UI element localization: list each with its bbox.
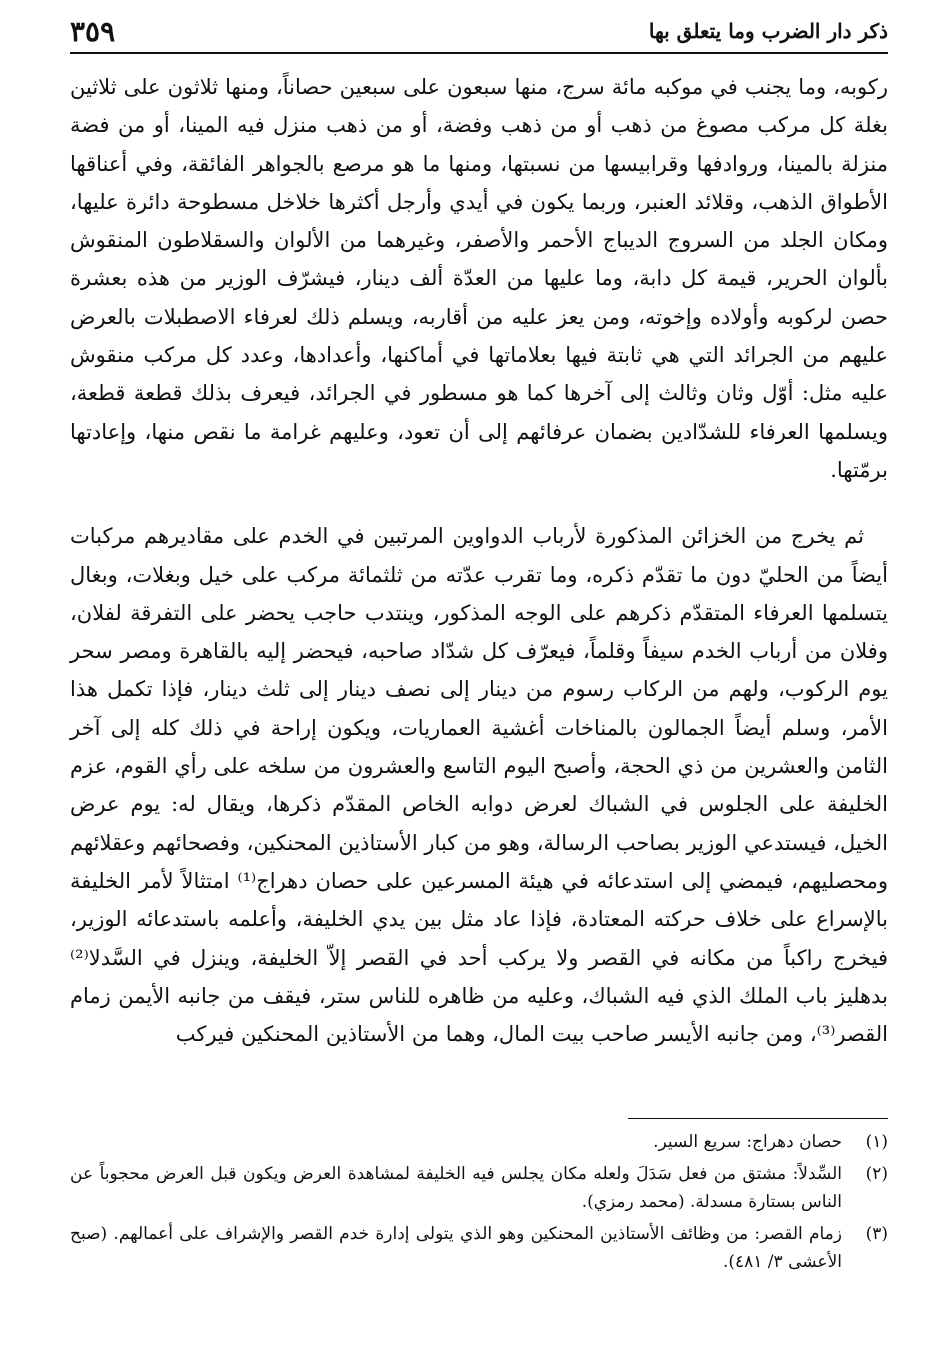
footnote-3 (70, 1220, 888, 1276)
paragraph-1: ركوبه، وما يجنب في موكبه مائة سرج، منها سبعون على سبعين حصاناً، ومنها ثلاثون على ثلاثين بغلة كل مركب مصوغ من ذهب أو من ذهب وفضة، أو من ذهب منزل فيه المينا، أو من فضة منزلة بالمينا، وروادفها وقرابيسها من نسبتها، ومنها ما هو مرصع بالجواهر الفائقة، وفي أعناقها الأطواق الذهب، وقلائد العنبر، وربما يكون في أيدي وأرجل أكثرها خلاخل مسطوحة دائرة عليها، ومكان الجلد من السروج الديباج الأحمر والأصفر، وغيرهما من الألوان والسقلاطون المنقوش بألوان الحرير، قيمة كل دابة، وما عليها من العدّة ألف دينار، فيشرّف الوزير من هذه بعشرة حصن لركوبه وأولاده وإخوته، ومن يعز عليه من أقاربه، ويسلم ذلك لعرفاء الاصطبلات بالعرض عليهم من الجرائد التي هي ثابتة فيها بعلاماتها في أماكنها، وأعدادها، وعدد كل مركب منقوش عليه مثل: أوّل وثان وثالث إلى آخرها كما هو مسطور في الجرائد، فيعرف بذلك قطعة قطعة، ويسلمها العرفاء للشدّادين بضمان عرفائهم إلى أن تعود، وعليهم غرامة ما نقص منها، وإعادتها برمّتها. (70, 75, 888, 482)
page-number: ٣٥٩ (70, 14, 116, 48)
footnote-number: (١) (865, 1132, 888, 1152)
footnote-1 (70, 1128, 888, 1156)
header-divider (70, 52, 888, 54)
footnotes (70, 1128, 888, 1280)
footnote-text: السِّدلاً: مشتق من فعل سَدَلَ ولعله مكان يجلس فيه الخليفة لمشاهدة العرض ويكون قبل العرض محجوباً عن الناس بستارة مسدلة. (محمد رمزي). (70, 1164, 842, 1212)
footnote-number: (٣) (865, 1224, 888, 1244)
footnote-text: حصان دهراج: سريع السير. (653, 1132, 842, 1152)
footnote-2 (70, 1160, 888, 1216)
footnote-divider (628, 1118, 888, 1119)
running-head-title: ذكر دار الضرب وما يتعلق بها (648, 19, 888, 43)
paragraph-2: ثم يخرج من الخزائن المذكورة لأرباب الدواوين المرتبين في الخدم على مقاديرهم مركبات أيضاً من الحليّ دون ما تقدّم ذكره، وما تقرب عدّته من ثلثمائة مركب على خيل وبغلات، وبغال يتسلمها العرفاء المتقدّم ذكرهم على الوجه المذكور، وينتدب حاجب يحضر على التفرقة لفلان، وفلان من أرباب الخدم سيفاً وقلماً، فيعرّف كل شدّاد صاحبه، فيحضر إليه بالقاهرة ومصر سحر يوم الركوب، ولهم من الركاب رسوم من دينار إلى نصف دينار إلى ثلث دينار، فإذا تكمل هذا الأمر، وسلم أيضاً الجمالون بالمناخات أغشية العماريات، ويكون إراحة في ذلك كله إلى آخر الثامن والعشرين من ذي الحجة، وأصبح اليوم التاسع والعشرون من سلخه على رأي القوم، عزم الخليفة على الجلوس في الشباك لعرض دوابه الخاص المقدّم ذكرها، ويقال له: يوم عرض الخيل، فيستدعي الوزير بصاحب الرسالة، وهو من كبار الأستاذين المحنكين، وفصحائهم وعقلائهم ومحصليهم، فيمضي إلى استدعائه في هيئة المسرعين على حصان دهراج⁽¹⁾ امتثالاً لأمر الخليفة بالإسراع على خلاف حركته المعتادة، فإذا عاد مثل بين يدي الخليفة، وأعلمه باستدعائه الوزير، فيخرج راكباً من مكانه في القصر ولا يركب أحد في القصر إلاّ الخليفة، وينزل في السَّدلا⁽²⁾ بدهليز باب الملك الذي فيه الشباك، وعليه من ظاهره للناس ستر، فيقف من جانبه الأيمن زمام القصر⁽³⁾، ومن جانبه الأيسر صاحب بيت المال، وهما من الأستاذين المحنكين فيركب (70, 524, 888, 1047)
footnote-text: زمام القصر: من وظائف الأستاذين المحنكين وهو الذي يتولى إدارة خدم القصر والإشراف على أعمالهم. (صبح الأعشى ٣/ ٤٨١). (70, 1224, 842, 1272)
main-text (70, 68, 888, 1053)
page-header (70, 14, 888, 48)
footnote-number: (٢) (865, 1164, 888, 1184)
